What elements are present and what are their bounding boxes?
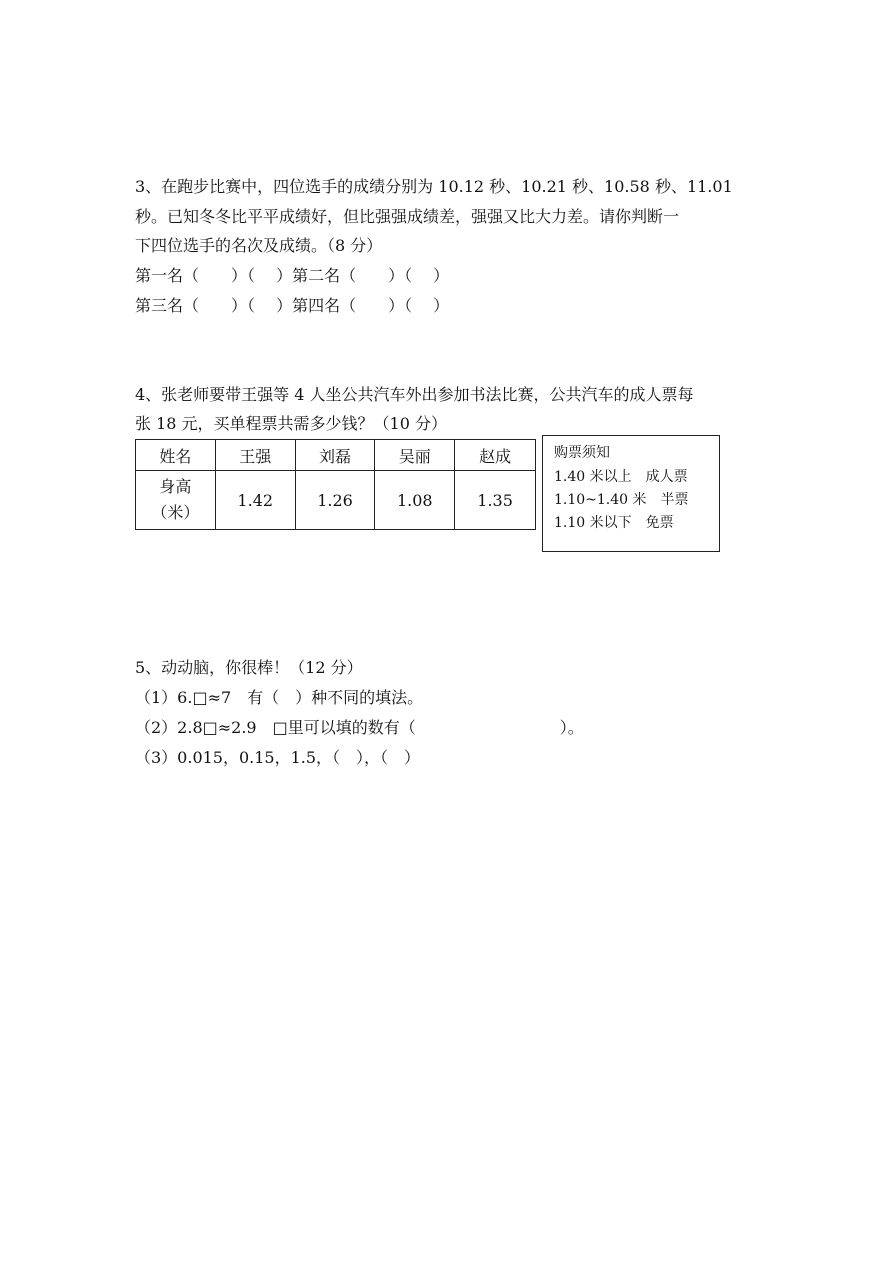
q5-subq-2: （2）2.8□≈2.9 □里可以填的数有（ ）。 — [135, 718, 584, 737]
table-value-cell: 1.35 — [455, 471, 536, 530]
height-table — [135, 439, 536, 530]
table-value-cell: 1.26 — [295, 471, 375, 530]
table-row — [136, 471, 536, 530]
table-value-cell: 1.42 — [215, 471, 295, 530]
q5-subq-3: （3）0.015，0.15，1.5，（ ），（ ） — [135, 748, 421, 767]
row-label-line-1: 身高 — [159, 477, 192, 496]
q3-line-3: 下四位选手的名次及成绩。（8 分） — [135, 236, 383, 255]
q5-subq-1: （1）6.□≈7 有（ ）种不同的填法。 — [135, 688, 424, 707]
table-header-row — [136, 440, 536, 471]
table-row-label — [136, 471, 216, 530]
table-header-label: 姓名 — [136, 440, 216, 471]
notice-rule-3: 1.10 米以下 免票 — [554, 515, 674, 531]
q4-line-2: 张 18 元，买单程票共需多少钱？（10 分） — [135, 414, 447, 433]
notice-rule-1: 1.40 米以上 成人票 — [554, 469, 688, 485]
table-name-cell: 刘磊 — [295, 440, 375, 471]
notice-rule-2: 1.10~1.40 米 半票 — [554, 492, 689, 508]
table-name-cell: 王强 — [215, 440, 295, 471]
table-name-cell: 赵成 — [455, 440, 536, 471]
ticket-notice-box — [542, 435, 720, 552]
q3-answer-line-2: 第三名（ ）（ ）第四名（ ）（ ） — [135, 296, 450, 315]
q3-line-1: 3、在跑步比赛中，四位选手的成绩分别为 10.12 秒、10.21 秒、10.58 秒、11.01 — [135, 177, 733, 196]
q5-line-1: 5、动动脑，你很棒！（12 分） — [135, 658, 363, 677]
table-value-cell: 1.08 — [375, 471, 455, 530]
q4-line-1: 4、张老师要带王强等 4 人坐公共汽车外出参加书法比赛，公共汽车的成人票每 — [135, 385, 694, 404]
q3-answer-line-1: 第一名（ ）（ ）第二名（ ）（ ） — [135, 266, 450, 285]
row-label-line-2: （米） — [151, 503, 200, 522]
table-name-cell: 吴丽 — [375, 440, 455, 471]
q3-line-2: 秒。已知冬冬比平平成绩好，但比强强成绩差，强强又比大力差。请你判断一 — [135, 207, 680, 226]
notice-title: 购票须知 — [554, 445, 610, 461]
